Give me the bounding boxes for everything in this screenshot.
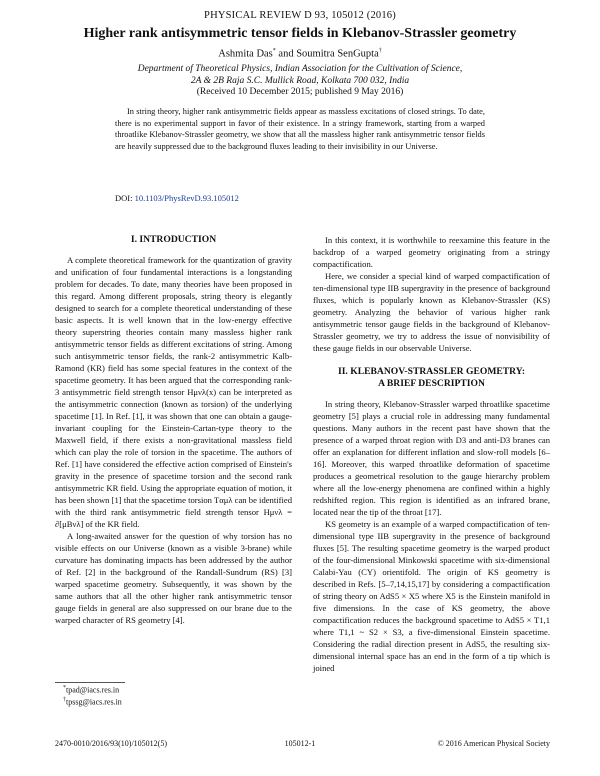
page-number: 105012-1 (284, 739, 316, 748)
footer-identifier: 2470-0010/2016/93(10)/105012(5) (55, 739, 167, 748)
author-separator: and (275, 48, 297, 60)
author-list (0, 48, 600, 60)
affiliation (0, 63, 600, 87)
affiliation-line: 2A & 2B Raja S.C. Mullick Road, Kolkata 700 032, India (190, 76, 410, 86)
footnote-email[interactable]: tpad@iacs.res.in (66, 685, 120, 695)
footnote-marker: * (272, 48, 276, 54)
doi-line (115, 193, 239, 203)
abstract: In string theory, higher rank antisymmetric fields appear as massless excitations of closed strings. To date, there is no experimental support in favor of their existence. In a stringy framework, starting from a warped throatlike Klebanov-Strassler geometry, we show that all the massless higher rank antisymmetric tensor fields are heavily suppressed due to the background fluxes leading to their invisibility in our Universe. (115, 107, 485, 151)
right-column (313, 234, 550, 674)
section-heading (313, 366, 550, 390)
paragraph: In this context, it is worthwhile to reexamine this feature in the backdrop of a warped geometry originating from a stringy compactification. (313, 235, 550, 269)
paragraph: In string theory, Klebanov-Strassler warped throatlike spacetime geometry [5] plays a crucial role in addressing many fundamental questions. Many authors in the recent past have shown that the presence of a warped throat region with D3 and anti-D3 branes can offer an explanation for different inflation and slow-roll models [6–16]. Moreover, this warped throatlike deformation of spacetime produces a geometrical resolution to the gauge hierarchy problem where all the low-energy phenomena are confined within a highly redshifted region. This region is identified as an infrared brane, located near the tip of the throat [17]. (313, 399, 550, 517)
doi-link[interactable]: 10.1103/PhysRevD.93.105012 (134, 193, 239, 203)
paragraph: A complete theoretical framework for the quantization of gravity and unification of four fundamental interactions is a longstanding problem for decades. To date, many theories have been proposed in this regard. Among different proposals, string theory is elegantly designed to search for a complete theoretical understanding of these basic aspects. It is well known that in the low-energy effective theory superstring theories contain many massless higher rank antisymmetric tensor fields as different excitations of string. Among such antisymmetric tensor fields, the rank-2 antisymmetric Kalb-Ramond (KR) field has some special features in the context of the spacetime geometry. It has been argued that the corresponding rank-3 antisymmetric field strength tensor Hμνλ(x) can be interpreted as the antisymmetric connection (known as torsion) of the underlying spacetime [1]. In Ref. [1], it was shown that one can obtain a gauge-invariant coupling for the Einstein-Cartan-type theory to the Maxwell field, if there exists a non-gravitational massless field which can play the role of torsion in the spacetime. The authors of Ref. [1] have considered the effective action comprised of Einstein's gravity in the presence of spacetime torsion and the second rank antisymmetric KR field. Using the appropriate equation of motion, it has been shown [1] that the spacetime torsion Tαμλ can be identified with the third rank antisymmetric field strength tensor Hμνλ = ∂[μBνλ] of the KR field. (55, 255, 292, 529)
footnote-divider (55, 682, 125, 683)
section-gap (313, 354, 550, 366)
section-heading: I. INTRODUCTION (130, 234, 217, 245)
footnote-email[interactable]: tpssg@iacs.res.in (66, 697, 122, 707)
copyright: © 2016 American Physical Society (437, 739, 550, 748)
affiliation-line: Department of Theoretical Physics, Indian Association for the Cultivation of Science, (137, 64, 463, 74)
paragraph: KS geometry is an example of a warped compactification of ten-dimensional type IIB supergravity in the presence of background fluxes [5]. The resulting spacetime geometry is the warped product of the four-dimensional Minkowski spacetime with six-dimensional Calabi-Yau (CY) orientifold. The origin of KS geometry is described in Refs. [5–7,14,15,17] by considering a compactification of string theory on AdS5 × X5 where X5 is the Einstein manifold in five dimensions. In the case of KS geometry, the above compactification reduces the background spacetime to AdS5 × T1,1 where T1,1 ~ S2 × S3, a five-dimensional Einstein spacetime. Considering the radial direction present in AdS5, the resulting six-dimensional internal space has an end in the form of a tip which is joined (313, 519, 550, 673)
footnote (63, 697, 122, 707)
doi-label: DOI: (115, 193, 133, 203)
footnote-marker: * (63, 685, 66, 691)
footnote-marker: † (378, 48, 382, 54)
paragraph: Here, we consider a special kind of warped compactification of ten-dimensional type IIB supergravity in the presence of background fluxes, which is popularly known as Klebanov-Strassler (KS) geometry. Analyzing the behavior of various higher rank antisymmetric tensor gauge fields in the background of Klebanov-Strassler geometry, we try to address the issue of nonvisibility of these gauge fields in our observable Universe. (313, 271, 550, 353)
left-column (55, 234, 292, 626)
author-name: Soumitra SenGupta (296, 48, 379, 60)
author-name: Ashmita Das (218, 48, 273, 60)
running-head: PHYSICAL REVIEW D 93, 105012 (2016) (204, 10, 396, 21)
footnote (63, 685, 119, 695)
section-heading-line: II. KLEBANOV-STRASSLER GEOMETRY: (337, 366, 526, 377)
paragraph: A long-awaited answer for the question of why torsion has no visible effects on our Universe (known as a visible 3-brane) while curvature has dominating impacts has been addressed by the author of Ref. [2] in the background of the Randall-Sundrum (RS) [3] warped spacetime geometry. Subsequently, it was shown by the same authors that all the other higher rank antisymmetric tensor gauge fields in general are also suppressed on our brane due to the warped character of RS geometry [4]. (55, 531, 292, 625)
footnote-marker: † (63, 697, 66, 703)
received-dates: (Received 10 December 2015; published 9 May 2016) (196, 87, 404, 97)
section-heading-line: A BRIEF DESCRIPTION (378, 378, 485, 389)
paper-title: Higher rank antisymmetric tensor fields in Klebanov-Strassler geometry (83, 26, 517, 41)
